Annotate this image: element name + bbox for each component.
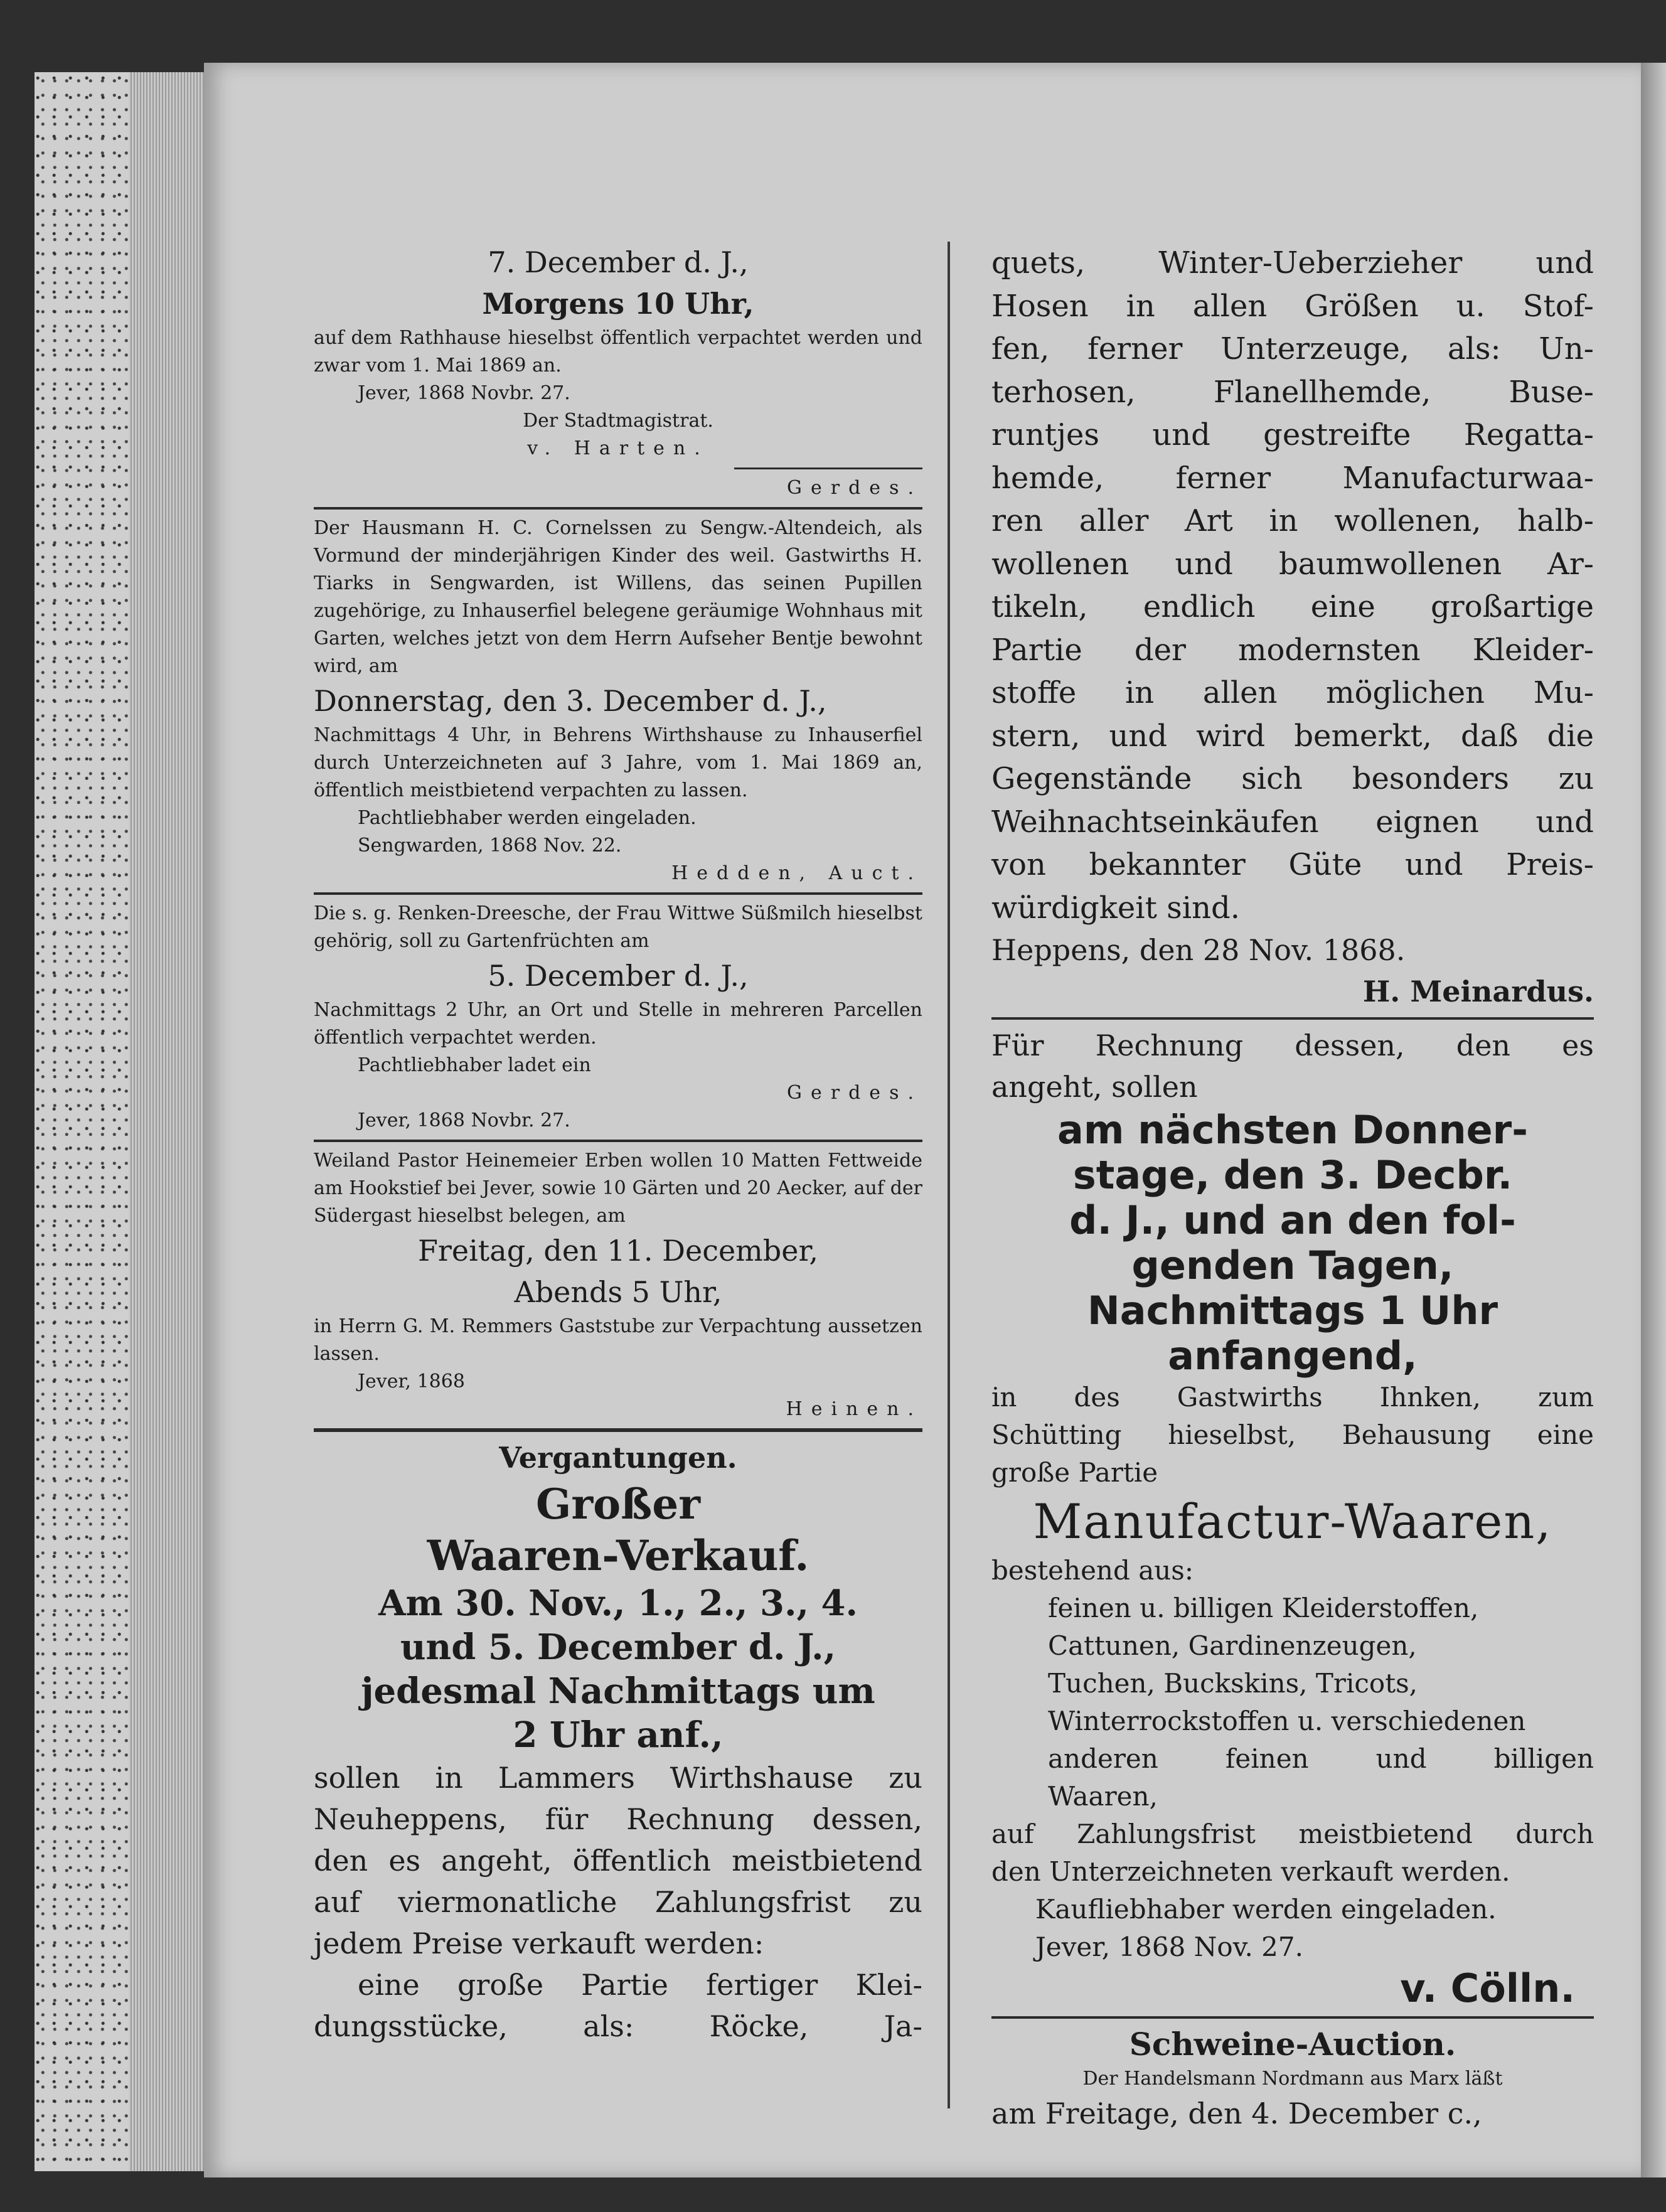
ad-heavy-line: genden Tagen,: [1131, 1242, 1454, 1288]
ad-line: stoffe in allen möglichen Mu-: [991, 675, 1594, 710]
ad-title-1: Großer: [535, 1480, 701, 1529]
ad-line: fen, ferner Unterzeuge, als: Un-: [991, 331, 1594, 366]
notice-date: 7. December d. J.,: [488, 245, 749, 279]
divider-rule: [314, 1140, 922, 1142]
ad-dates-1: Am 30. Nov., 1., 2., 3., 4.: [378, 1583, 858, 1624]
ad-heavy-line: anfangend,: [1168, 1333, 1418, 1379]
ad-waaren-verkauf: [314, 1478, 922, 2047]
ad-item: anderen feinen und billigen: [1048, 1743, 1594, 1774]
notice-heinemeier: [314, 1147, 922, 1423]
ad-line: sollen in Lammers Wirthshause zu: [314, 1761, 922, 1795]
notice-text-2: Nachmittags 4 Uhr, in Behrens Wirthshause zu Inhauserfiel durch Unterzeichneten auf 3 Jahre, vom 1. Mai 1869 an, öffentlich meistbietend verpachten zu lassen.: [314, 724, 922, 801]
notice-invite: Pachtliebhaber werden eingeladen.: [358, 807, 697, 829]
notice-signature: Gerdes.: [787, 1082, 922, 1104]
notice-date: Donnerstag, den 3. December d. J.,: [314, 684, 827, 718]
ad-line: große Partie: [991, 1457, 1158, 1488]
notice-stadtmagistrat: [314, 242, 922, 502]
ad-dates-2: und 5. December d. J.,: [400, 1627, 836, 1668]
ad-line: auf viermonatliche Zahlungsfrist zu: [314, 1885, 922, 1919]
ad-line: Weihnachtseinkäufen eignen und: [991, 804, 1594, 840]
ad-line: tikeln, endlich eine großartige: [991, 589, 1594, 624]
notice-text: Weiland Pastor Heinemeier Erben wollen 10 Matten Fettweide am Hookstief bei Jever, sowie 10 Gärten und 20 Aecker, auf der Südergast hieselbst belegen, am: [314, 1150, 922, 1227]
notice-authority: Der Stadtmagistrat.: [523, 410, 713, 432]
ad-line: von bekannter Güte und Preis-: [991, 847, 1594, 882]
notice-date: 5. December d. J.,: [488, 959, 749, 993]
ad-line: den es angeht, öffentlich meistbietend: [314, 1844, 922, 1878]
ad-waaren-verkauf-continued: [991, 242, 1594, 1012]
notice-cornelssen: [314, 515, 922, 887]
notice-text: auf dem Rathhause hieselbst öffentlich verpachtet werden und zwar vom 1. Mai 1869 an.: [314, 327, 922, 377]
ad-line: runtjes und gestreifte Regatta-: [991, 417, 1594, 452]
ad-line: auf Zahlungsfrist meistbietend durch: [991, 1819, 1594, 1849]
ad-line: den Unterzeichneten verkauft werden.: [991, 1856, 1510, 1887]
page-stack-edge: [129, 72, 204, 2171]
ad-line: ren aller Art in wollenen, halb-: [991, 503, 1594, 538]
ad-signature: v. Cölln.: [1400, 1965, 1575, 2011]
ad-line: quets, Winter-Ueberzieher und: [991, 245, 1594, 281]
section-heading: Vergantungen.: [499, 1441, 737, 1475]
ad-schweine-auction: [991, 2024, 1594, 2134]
ad-intro: Für Rechnung dessen, den es: [991, 1029, 1594, 1062]
ad-heavy-line: Nachmittags 1 Uhr: [1087, 1288, 1498, 1333]
notice-name: v. Harten.: [527, 437, 709, 459]
ad-line: würdigkeit sind.: [991, 890, 1241, 926]
ad-signature: H. Meinardus.: [1362, 975, 1594, 1008]
ad-line: hemde, ferner Manufacturwaa-: [991, 460, 1594, 496]
ad-date: am Freitage, den 4. December c.,: [991, 2097, 1482, 2130]
notice-signature: Heinen.: [786, 1398, 922, 1420]
notice-invite: Pachtliebhaber ladet ein: [358, 1054, 591, 1076]
book-edge-speckled: [35, 72, 129, 2171]
notice-place: Jever, 1868: [358, 1370, 465, 1392]
ad-item: Waaren,: [1048, 1781, 1158, 1812]
notice-text: Die s. g. Renken-Dreesche, der Frau Wittwe Süßmilch hieselbst gehörig, soll zu Gartenfrüchten am: [314, 902, 922, 952]
divider-rule: [991, 2016, 1594, 2019]
notice-place: Jever, 1868 Novbr. 27.: [358, 1109, 570, 1131]
book-right-edge: [1641, 63, 1666, 2177]
divider-rule: [991, 1017, 1594, 1020]
notice-text-2: in Herrn G. M. Remmers Gaststube zur Verpachtung aussetzen lassen.: [314, 1315, 922, 1365]
ad-manufactur-waaren: [991, 1025, 1594, 2011]
ad-line: Schütting hieselbst, Behausung eine: [991, 1419, 1594, 1450]
ad-item: Tuchen, Buckskins, Tricots,: [1048, 1668, 1418, 1699]
section-rule: [314, 1428, 922, 1432]
right-column: [991, 242, 1594, 2134]
ad-intro-2: angeht, sollen: [991, 1070, 1198, 1104]
ad-heavy-line: stage, den 3. Decbr.: [1072, 1152, 1513, 1198]
ad-dates-4: 2 Uhr anf.,: [513, 1714, 724, 1756]
left-column: [314, 242, 922, 2047]
ad-line: terhosen, Flanellhemde, Buse-: [991, 374, 1594, 410]
ad-line: Partie der modernsten Kleider-: [991, 632, 1594, 668]
ad-text: Der Handelsmann Nordmann aus Marx läßt: [1082, 2068, 1503, 2090]
notice-renken-dreesche: [314, 900, 922, 1135]
column-divider: [948, 242, 950, 2108]
ad-line: Neuheppens, für Rechnung dessen,: [314, 1802, 922, 1836]
ad-title-2: Waaren-Verkauf.: [427, 1531, 809, 1580]
ad-line: dungsstücke, als: Röcke, Ja-: [314, 2009, 922, 2043]
ad-title: Manufactur-Waaren,: [1033, 1493, 1552, 1549]
divider-rule: [314, 507, 922, 510]
notice-time: Morgens 10 Uhr,: [482, 287, 754, 321]
ad-line: stern, und wird bemerkt, daß die: [991, 718, 1594, 754]
ad-line: Gegenstände sich besonders zu: [991, 761, 1594, 796]
ad-line: jedem Preise verkauft werden:: [314, 1926, 764, 1960]
notice-time: Abends 5 Uhr,: [514, 1275, 722, 1309]
notice-text: Der Hausmann H. C. Cornelssen zu Sengw.-Altendeich, als Vormund der minderjährigen Kinder des weil. Gastwirths H. Tiarks in Sengwarden, ist Willens, das seinen Pupillen zugehörige, zu Inhauserfiel belegene geräumige Wohnhaus mit Garten, welches jetzt von dem Herrn Aufseher Bentje bewohnt wird, am: [314, 517, 922, 677]
divider-rule: [314, 892, 922, 895]
notice-place: Sengwarden, 1868 Nov. 22.: [358, 835, 622, 857]
ad-consisting: bestehend aus:: [991, 1555, 1194, 1586]
notice-place: Jever, 1868 Novbr. 27.: [358, 382, 570, 404]
ad-place: Jever, 1868 Nov. 27.: [1035, 1931, 1303, 1962]
ad-line: in des Gastwirths Ihnken, zum: [991, 1382, 1594, 1413]
ad-title: Schweine-Auction.: [1129, 2026, 1456, 2063]
ad-place: Heppens, den 28 Nov. 1868.: [991, 933, 1406, 967]
notice-date: Freitag, den 11. December,: [417, 1234, 819, 1268]
ad-item: Winterrockstoffen u. verschiedenen: [1048, 1706, 1526, 1736]
notice-signature: Hedden, Auct.: [671, 862, 922, 884]
notice-signature: Gerdes.: [787, 477, 922, 499]
ad-line: Hosen in allen Größen u. Stof-: [991, 288, 1594, 324]
ad-line: wollenen und baumwollenen Ar-: [991, 546, 1594, 582]
signature-rule: [734, 468, 922, 469]
ad-heavy-line: d. J., und an den fol-: [1069, 1197, 1516, 1243]
ad-item: Cattunen, Gardinenzeugen,: [1048, 1630, 1417, 1661]
ad-invite: Kaufliebhaber werden eingeladen.: [1035, 1894, 1497, 1925]
ad-line: eine große Partie fertiger Klei-: [358, 1968, 922, 2002]
notice-text-2: Nachmittags 2 Uhr, an Ort und Stelle in mehreren Parcellen öffentlich verpachtet werden.: [314, 999, 922, 1049]
ad-dates-3: jedesmal Nachmittags um: [361, 1670, 875, 1712]
ad-heavy-line: am nächsten Donner-: [1057, 1107, 1528, 1153]
ad-item: feinen u. billigen Kleiderstoffen,: [1048, 1593, 1479, 1623]
